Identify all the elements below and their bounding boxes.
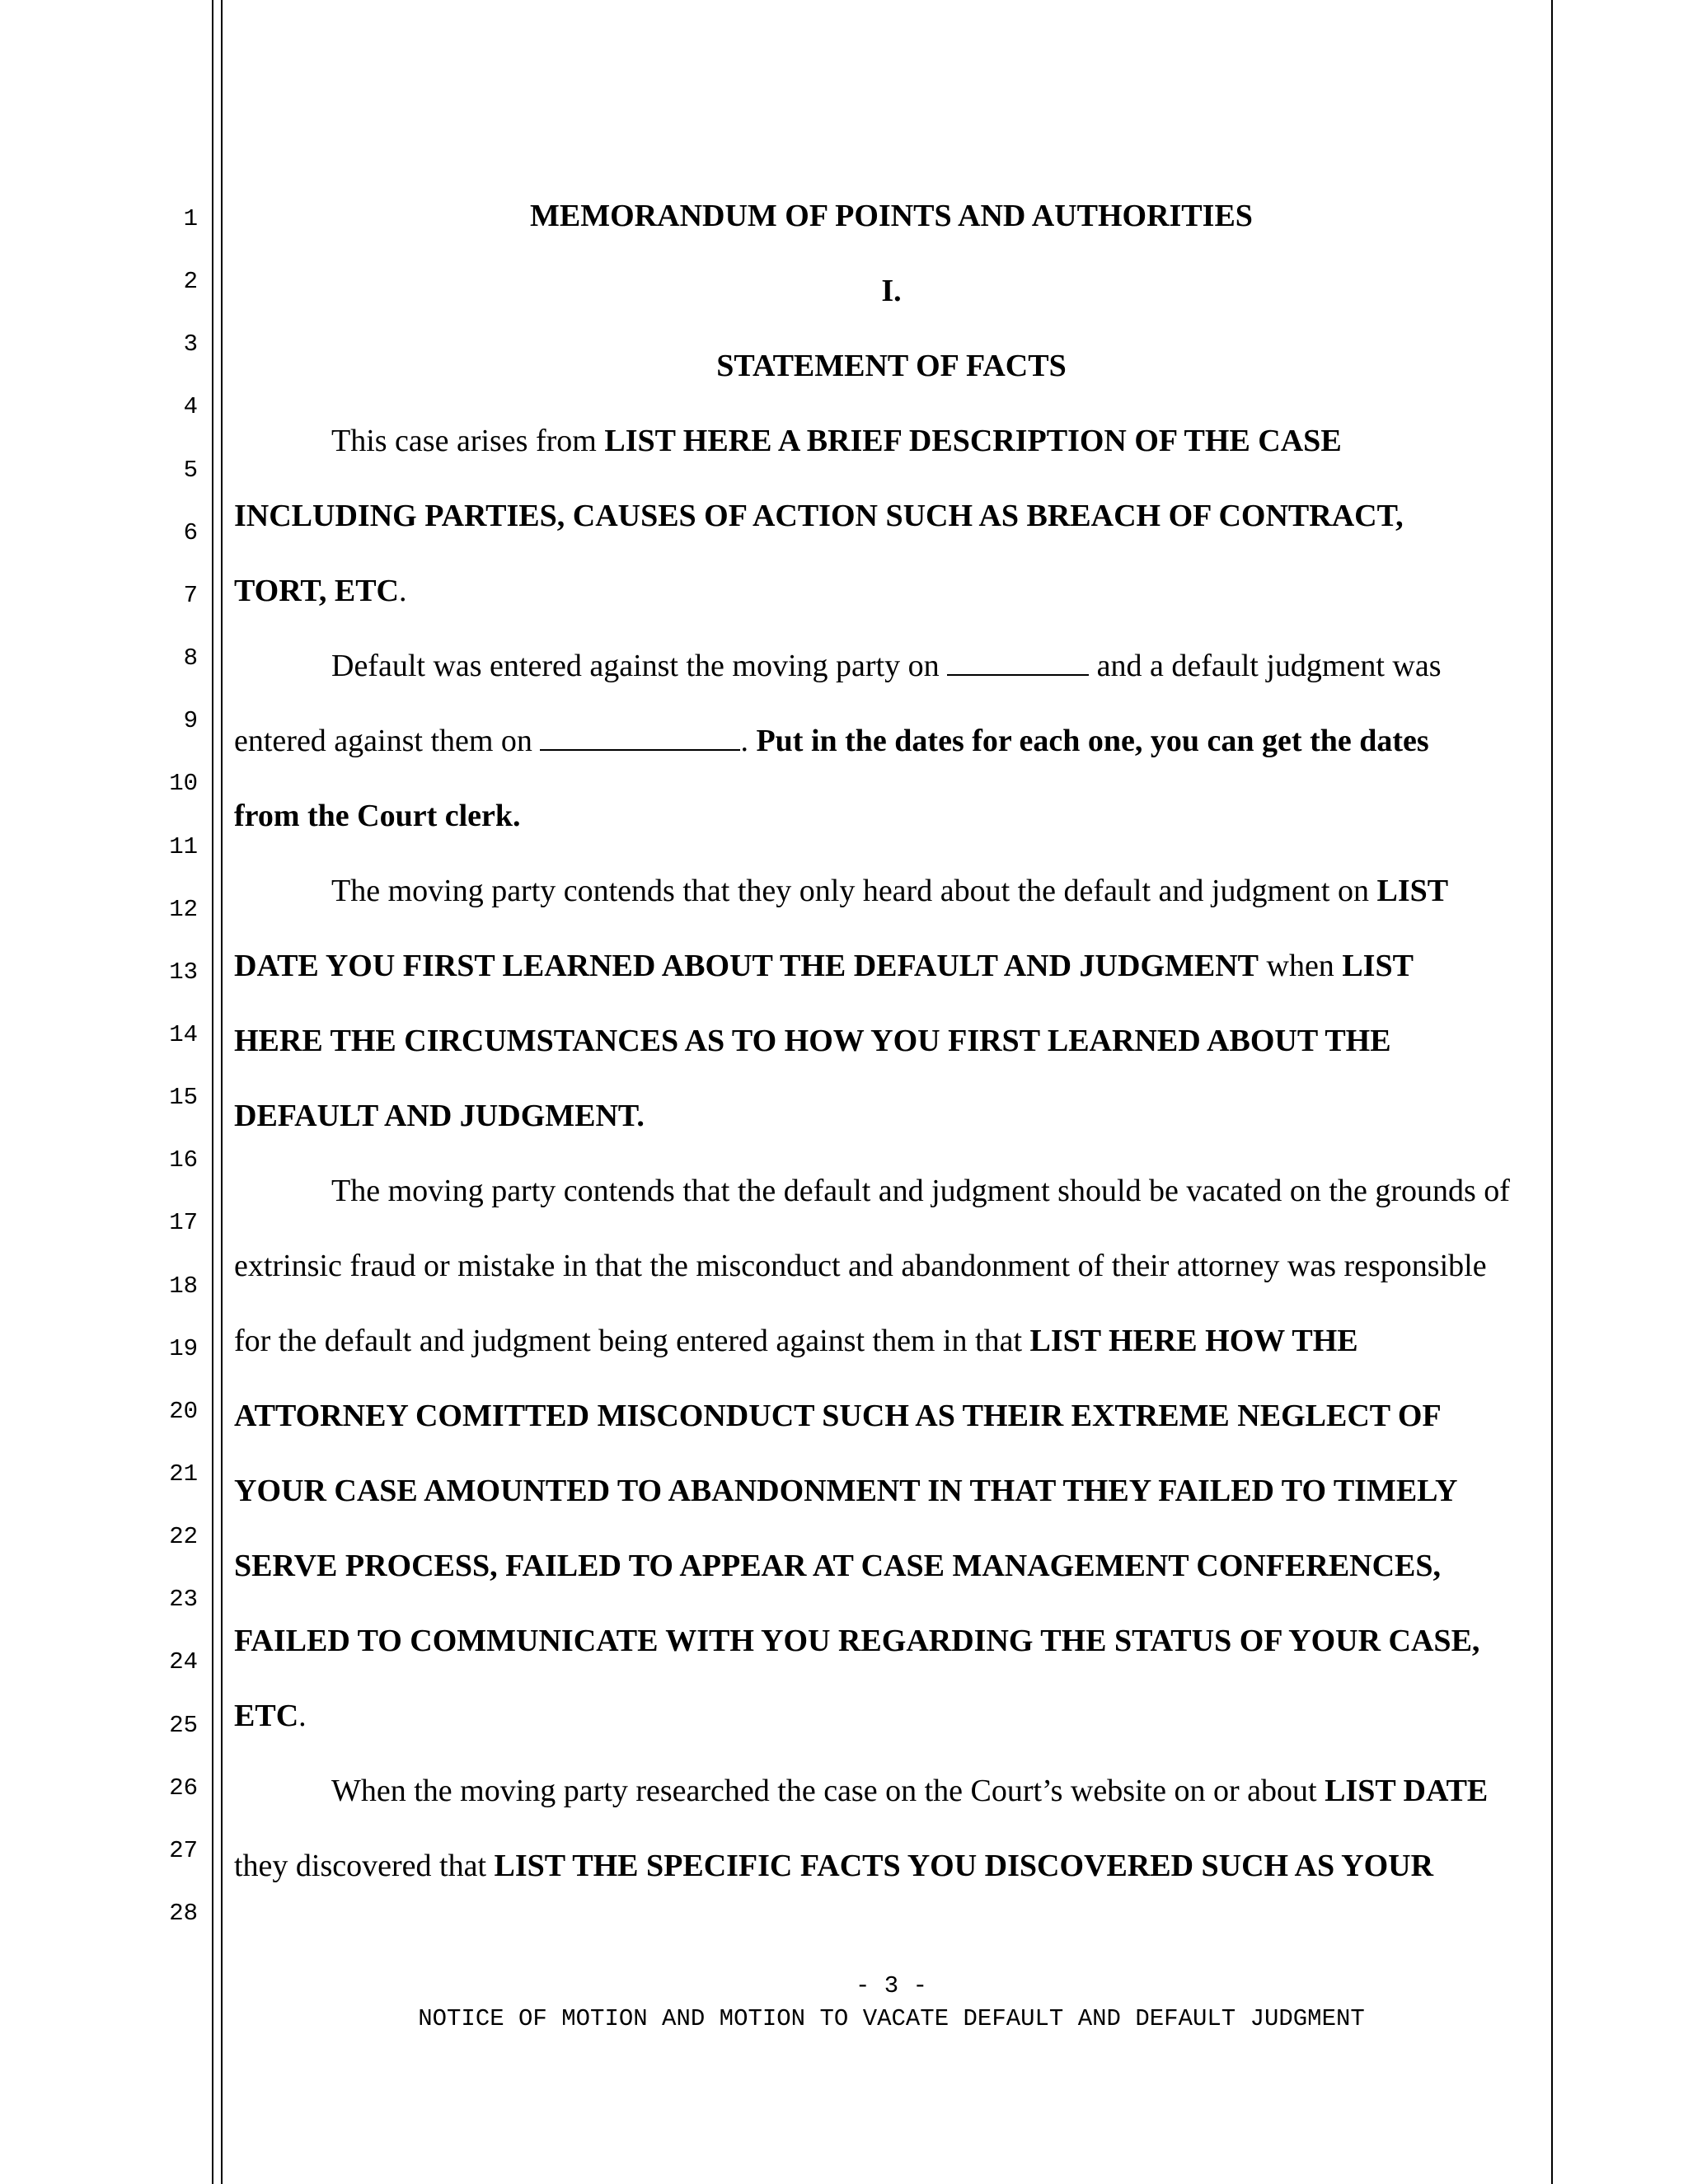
- paragraph-line: [234, 1844, 1549, 1887]
- paragraph-line: [234, 1019, 1549, 1062]
- placeholder-instruction-text: LIST: [1376, 874, 1449, 908]
- paragraph-line: [234, 1244, 1549, 1287]
- line-number: 2: [183, 268, 198, 295]
- paragraph-line: [234, 944, 1549, 987]
- paragraph-line: [234, 1619, 1549, 1662]
- line-number: 27: [169, 1837, 198, 1864]
- placeholder-instruction-text: FAILED TO COMMUNICATE WITH YOU REGARDING THE STATUS OF YOUR CASE,: [234, 1624, 1480, 1658]
- line-number: 23: [169, 1586, 198, 1613]
- right-margin-rule: [1551, 0, 1553, 2184]
- placeholder-instruction-text: LIST THE SPECIFIC FACTS YOU DISCOVERED SUCH AS YOUR: [494, 1849, 1434, 1883]
- body-text: .: [398, 574, 407, 608]
- line-number: 28: [169, 1900, 198, 1927]
- line-number: 26: [169, 1774, 198, 1802]
- paragraph-line: [234, 794, 1549, 837]
- line-number: 4: [183, 393, 198, 420]
- placeholder-instruction-text: DATE YOU FIRST LEARNED ABOUT THE DEFAULT AND JUDGMENT: [234, 949, 1259, 983]
- line-number: 13: [169, 958, 198, 986]
- body-text: when: [1259, 949, 1343, 983]
- line-number: 3: [183, 330, 198, 358]
- paragraph-first-line: [234, 869, 1549, 912]
- placeholder-instruction-text: Put in the dates for each one, you can get the dates: [756, 724, 1429, 758]
- page-number: - 3 -: [855, 1972, 927, 1999]
- paragraph-line: [234, 1319, 1549, 1362]
- body-text: they discovered that: [234, 1849, 495, 1883]
- line-number: 19: [169, 1335, 198, 1362]
- body-text: The moving party contends that they only heard about the default and judgment on: [331, 874, 1377, 908]
- line-number: 9: [183, 707, 198, 734]
- placeholder-instruction-text: YOUR CASE AMOUNTED TO ABANDONMENT IN THAT THEY FAILED TO TIMELY: [234, 1474, 1458, 1508]
- line-number: 7: [183, 582, 198, 609]
- left-margin-rule: [212, 0, 213, 2184]
- body-text: .: [740, 724, 757, 758]
- paragraph-first-line: [234, 419, 1549, 462]
- placeholder-instruction-text: ATTORNEY COMITTED MISCONDUCT SUCH AS THEIR EXTREME NEGLECT OF: [234, 1399, 1442, 1433]
- placeholder-instruction-text: ETC: [234, 1699, 299, 1733]
- line-number: 22: [169, 1523, 198, 1550]
- paragraph-first-line: [234, 1769, 1549, 1812]
- fill-in-blank: [947, 649, 1089, 676]
- paragraph-line: [234, 719, 1549, 762]
- body-text: entered against them on: [234, 724, 541, 758]
- body-text: This case arises from: [331, 424, 605, 458]
- placeholder-instruction-text: LIST HERE A BRIEF DESCRIPTION OF THE CASE: [604, 424, 1342, 458]
- paragraph-line: [234, 569, 1549, 612]
- body-text: and a default judgment was: [1089, 649, 1442, 683]
- placeholder-instruction-text: INCLUDING PARTIES, CAUSES OF ACTION SUCH AS BREACH OF CONTRACT,: [234, 499, 1404, 533]
- body-text: When the moving party researched the case on the Court’s website on or about: [331, 1774, 1325, 1808]
- paragraph-line: [234, 1394, 1549, 1437]
- line-number: 20: [169, 1398, 198, 1425]
- section-number: I.: [881, 274, 902, 308]
- line-number: 8: [183, 644, 198, 672]
- paragraph-line: [234, 1694, 1549, 1737]
- paragraph-first-line: [234, 644, 1549, 687]
- line-number: 1: [183, 205, 198, 232]
- line-number: 14: [169, 1021, 198, 1048]
- line-number: 25: [169, 1712, 198, 1739]
- section-title: STATEMENT OF FACTS: [716, 349, 1067, 383]
- paragraph-line: [234, 1094, 1549, 1137]
- line-number: 11: [169, 833, 198, 860]
- fill-in-blank: [540, 724, 740, 751]
- line-number: 15: [169, 1084, 198, 1111]
- memorandum-heading: MEMORANDUM OF POINTS AND AUTHORITIES: [530, 199, 1253, 233]
- line-number: 18: [169, 1272, 198, 1300]
- line-number: 5: [183, 457, 198, 484]
- paragraph-line: [234, 1544, 1549, 1587]
- placeholder-instruction-text: DEFAULT AND JUDGMENT.: [234, 1099, 645, 1133]
- line-number: 21: [169, 1460, 198, 1488]
- left-margin-rule-inner: [221, 0, 223, 2184]
- body-text: Default was entered against the moving party on: [331, 649, 948, 683]
- line-number: 10: [169, 770, 198, 797]
- line-number: 12: [169, 896, 198, 923]
- placeholder-instruction-text: TORT, ETC: [234, 574, 399, 608]
- line-number: 6: [183, 519, 198, 546]
- placeholder-instruction-text: from the Court clerk.: [234, 799, 521, 833]
- placeholder-instruction-text: SERVE PROCESS, FAILED TO APPEAR AT CASE MANAGEMENT CONFERENCES,: [234, 1549, 1442, 1583]
- placeholder-instruction-text: LIST DATE: [1325, 1774, 1489, 1808]
- body-text: .: [298, 1699, 307, 1733]
- footer-document-title: NOTICE OF MOTION AND MOTION TO VACATE DEFAULT AND DEFAULT JUDGMENT: [418, 2005, 1365, 2032]
- line-number: 17: [169, 1209, 198, 1236]
- paragraph-line: [234, 494, 1549, 537]
- placeholder-instruction-text: HERE THE CIRCUMSTANCES AS TO HOW YOU FIRST LEARNED ABOUT THE: [234, 1024, 1391, 1058]
- paragraph-line: [234, 1469, 1549, 1512]
- placeholder-instruction-text: LIST: [1342, 949, 1414, 983]
- paragraph-first-line: [234, 1169, 1549, 1212]
- line-number: 16: [169, 1146, 198, 1174]
- body-text: for the default and judgment being entered against them in that: [234, 1324, 1030, 1358]
- body-text: extrinsic fraud or mistake in that the misconduct and abandonment of their attorney was responsible: [234, 1249, 1487, 1283]
- body-text: The moving party contends that the default and judgment should be vacated on the grounds of: [331, 1174, 1510, 1208]
- line-number: 24: [169, 1648, 198, 1675]
- placeholder-instruction-text: LIST HERE HOW THE: [1029, 1324, 1358, 1358]
